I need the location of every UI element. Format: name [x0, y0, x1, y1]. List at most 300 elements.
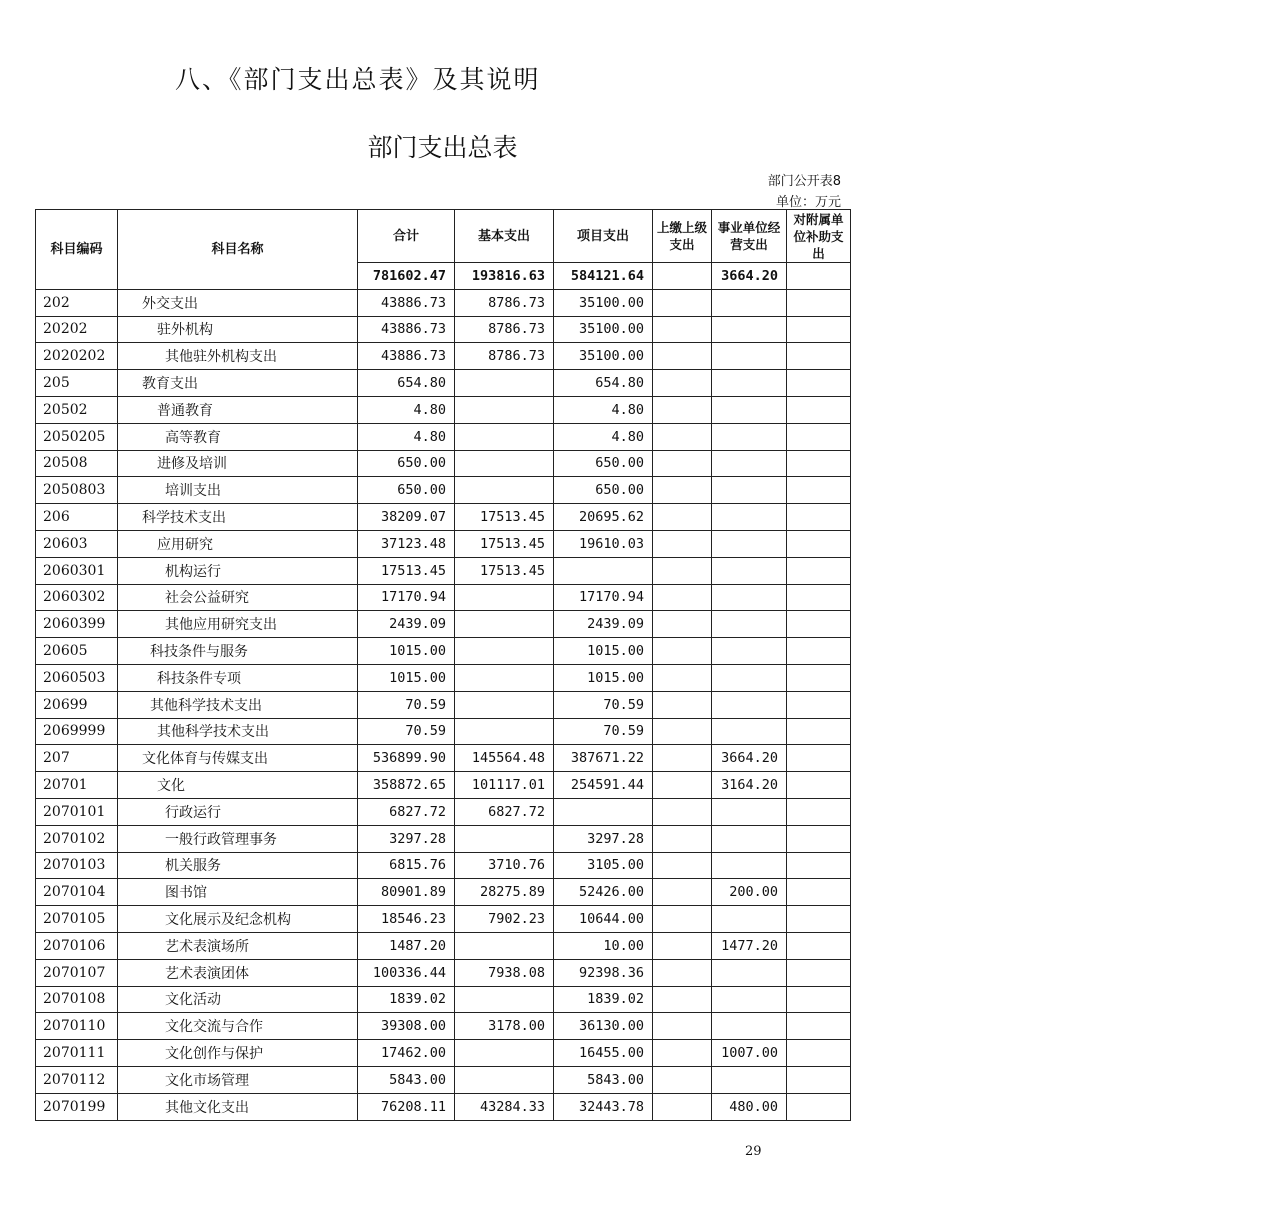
row-project: 650.00 [554, 477, 653, 504]
row-basic [455, 611, 554, 638]
row-code: 207 [36, 745, 118, 772]
row-basic: 3710.76 [455, 852, 554, 879]
row-code: 202 [36, 289, 118, 316]
table-row [36, 1093, 851, 1120]
row-subsidy [787, 879, 851, 906]
row-basic: 6827.72 [455, 798, 554, 825]
row-code: 2070111 [36, 1040, 118, 1067]
row-total: 43886.73 [358, 343, 455, 370]
table-row [36, 477, 851, 504]
row-upper [653, 396, 712, 423]
row-basic [455, 370, 554, 397]
row-subsidy [787, 691, 851, 718]
row-basic: 8786.73 [455, 343, 554, 370]
row-basic [455, 450, 554, 477]
row-business: 3164.20 [712, 772, 787, 799]
row-project: 3105.00 [554, 852, 653, 879]
row-basic [455, 584, 554, 611]
row-total: 6827.72 [358, 798, 455, 825]
row-code: 20202 [36, 316, 118, 343]
row-upper [653, 798, 712, 825]
row-project [554, 557, 653, 584]
table-row [36, 959, 851, 986]
row-subsidy [787, 959, 851, 986]
row-business [712, 638, 787, 665]
table-row [36, 584, 851, 611]
row-total: 4.80 [358, 423, 455, 450]
row-upper [653, 530, 712, 557]
row-project: 387671.22 [554, 745, 653, 772]
header-upper: 上缴上级支出 [653, 210, 712, 263]
row-upper [653, 932, 712, 959]
table-row [36, 316, 851, 343]
row-business [712, 611, 787, 638]
row-code: 206 [36, 504, 118, 531]
row-business [712, 584, 787, 611]
row-project: 70.59 [554, 691, 653, 718]
row-name: 其他文化支出 [118, 1093, 358, 1120]
table-row [36, 450, 851, 477]
row-project: 1015.00 [554, 664, 653, 691]
row-code: 2070104 [36, 879, 118, 906]
row-name: 行政运行 [118, 798, 358, 825]
row-subsidy [787, 852, 851, 879]
row-upper [653, 852, 712, 879]
row-project: 17170.94 [554, 584, 653, 611]
row-basic: 8786.73 [455, 289, 554, 316]
row-total: 5843.00 [358, 1066, 455, 1093]
row-project: 35100.00 [554, 289, 653, 316]
row-code: 2070105 [36, 906, 118, 933]
row-upper [653, 1040, 712, 1067]
row-upper [653, 370, 712, 397]
table-row [36, 289, 851, 316]
row-name: 文化市场管理 [118, 1066, 358, 1093]
row-total: 650.00 [358, 477, 455, 504]
row-project: 35100.00 [554, 343, 653, 370]
row-basic: 17513.45 [455, 530, 554, 557]
row-code: 2070103 [36, 852, 118, 879]
row-total: 650.00 [358, 450, 455, 477]
row-subsidy [787, 825, 851, 852]
row-total: 17170.94 [358, 584, 455, 611]
row-business: 1007.00 [712, 1040, 787, 1067]
row-total: 3297.28 [358, 825, 455, 852]
expenditure-table [35, 209, 851, 1121]
row-basic [455, 638, 554, 665]
row-basic: 17513.45 [455, 504, 554, 531]
row-project: 19610.03 [554, 530, 653, 557]
row-project: 52426.00 [554, 879, 653, 906]
row-subsidy [787, 906, 851, 933]
row-subsidy [787, 477, 851, 504]
row-upper [653, 664, 712, 691]
row-code: 20701 [36, 772, 118, 799]
table-row [36, 772, 851, 799]
row-name: 其他科学技术支出 [118, 691, 358, 718]
row-project: 92398.36 [554, 959, 653, 986]
row-business [712, 691, 787, 718]
row-business [712, 906, 787, 933]
total-basic: 193816.63 [455, 263, 554, 290]
row-name: 其他科学技术支出 [118, 718, 358, 745]
row-subsidy [787, 504, 851, 531]
row-upper [653, 1013, 712, 1040]
row-total: 80901.89 [358, 879, 455, 906]
row-subsidy [787, 370, 851, 397]
row-upper [653, 477, 712, 504]
row-total: 17462.00 [358, 1040, 455, 1067]
row-total: 1839.02 [358, 986, 455, 1013]
row-upper [653, 638, 712, 665]
table-row [36, 691, 851, 718]
row-total: 39308.00 [358, 1013, 455, 1040]
total-sum: 781602.47 [358, 263, 455, 290]
row-upper [653, 986, 712, 1013]
row-basic [455, 477, 554, 504]
row-name: 文化展示及纪念机构 [118, 906, 358, 933]
row-basic: 101117.01 [455, 772, 554, 799]
row-subsidy [787, 798, 851, 825]
row-name: 文化交流与合作 [118, 1013, 358, 1040]
row-upper [653, 718, 712, 745]
row-upper [653, 825, 712, 852]
row-code: 2050803 [36, 477, 118, 504]
row-project: 1839.02 [554, 986, 653, 1013]
table-row [36, 825, 851, 852]
row-subsidy [787, 557, 851, 584]
row-code: 2070107 [36, 959, 118, 986]
row-name: 外交支出 [118, 289, 358, 316]
row-business [712, 370, 787, 397]
row-project: 10.00 [554, 932, 653, 959]
table-row [36, 879, 851, 906]
row-name: 文化活动 [118, 986, 358, 1013]
row-project: 654.80 [554, 370, 653, 397]
row-basic: 43284.33 [455, 1093, 554, 1120]
table-body [36, 289, 851, 1120]
table-row [36, 1040, 851, 1067]
table-row [36, 1066, 851, 1093]
row-total: 4.80 [358, 396, 455, 423]
row-code: 2069999 [36, 718, 118, 745]
table-row [36, 1013, 851, 1040]
row-basic: 28275.89 [455, 879, 554, 906]
row-name: 社会公益研究 [118, 584, 358, 611]
row-basic [455, 825, 554, 852]
table-row [36, 718, 851, 745]
row-upper [653, 423, 712, 450]
form-code: 部门公开表8 [767, 174, 841, 189]
row-name: 进修及培训 [118, 450, 358, 477]
row-basic [455, 423, 554, 450]
row-business [712, 852, 787, 879]
table-row [36, 504, 851, 531]
header-total: 合计 [358, 210, 455, 263]
row-code: 20603 [36, 530, 118, 557]
header-business: 事业单位经营支出 [712, 210, 787, 263]
table-title: 部门支出总表 [367, 133, 518, 162]
row-project: 4.80 [554, 396, 653, 423]
row-business [712, 343, 787, 370]
row-business [712, 423, 787, 450]
row-code: 20605 [36, 638, 118, 665]
row-code: 20502 [36, 396, 118, 423]
row-subsidy [787, 289, 851, 316]
row-upper [653, 745, 712, 772]
page-number: 29 [745, 1144, 762, 1159]
row-subsidy [787, 932, 851, 959]
row-name: 艺术表演团体 [118, 959, 358, 986]
row-basic [455, 718, 554, 745]
row-name: 艺术表演场所 [118, 932, 358, 959]
row-name: 培训支出 [118, 477, 358, 504]
row-subsidy [787, 638, 851, 665]
row-basic: 7902.23 [455, 906, 554, 933]
row-total: 37123.48 [358, 530, 455, 557]
table-row [36, 932, 851, 959]
row-subsidy [787, 986, 851, 1013]
row-total: 1015.00 [358, 664, 455, 691]
row-total: 1487.20 [358, 932, 455, 959]
table-row [36, 396, 851, 423]
row-project: 650.00 [554, 450, 653, 477]
row-subsidy [787, 396, 851, 423]
row-business [712, 718, 787, 745]
row-total: 358872.65 [358, 772, 455, 799]
row-total: 100336.44 [358, 959, 455, 986]
row-project: 20695.62 [554, 504, 653, 531]
row-business [712, 557, 787, 584]
row-name: 其他应用研究支出 [118, 611, 358, 638]
row-code: 2070112 [36, 1066, 118, 1093]
row-name: 一般行政管理事务 [118, 825, 358, 852]
row-business [712, 504, 787, 531]
row-total: 2439.09 [358, 611, 455, 638]
row-code: 2070106 [36, 932, 118, 959]
row-code: 2070101 [36, 798, 118, 825]
row-name: 普通教育 [118, 396, 358, 423]
row-basic: 7938.08 [455, 959, 554, 986]
row-subsidy [787, 530, 851, 557]
row-project: 16455.00 [554, 1040, 653, 1067]
row-basic [455, 986, 554, 1013]
row-project [554, 798, 653, 825]
row-code: 2060503 [36, 664, 118, 691]
row-upper [653, 906, 712, 933]
row-upper [653, 879, 712, 906]
row-basic [455, 396, 554, 423]
total-project: 584121.64 [554, 263, 653, 290]
table-row [36, 343, 851, 370]
row-total: 70.59 [358, 718, 455, 745]
row-total: 43886.73 [358, 316, 455, 343]
row-project: 32443.78 [554, 1093, 653, 1120]
total-subsidy [787, 263, 851, 290]
row-code: 2060302 [36, 584, 118, 611]
row-subsidy [787, 611, 851, 638]
row-name: 应用研究 [118, 530, 358, 557]
row-upper [653, 584, 712, 611]
row-name: 科技条件专项 [118, 664, 358, 691]
row-project: 70.59 [554, 718, 653, 745]
row-total: 536899.90 [358, 745, 455, 772]
row-project: 35100.00 [554, 316, 653, 343]
table-row [36, 530, 851, 557]
row-basic [455, 1066, 554, 1093]
row-name: 教育支出 [118, 370, 358, 397]
row-business [712, 477, 787, 504]
row-business [712, 530, 787, 557]
row-business [712, 959, 787, 986]
row-business [712, 798, 787, 825]
row-business: 200.00 [712, 879, 787, 906]
row-upper [653, 289, 712, 316]
row-basic [455, 691, 554, 718]
unit-label: 单位：万元 [775, 195, 841, 210]
row-basic [455, 932, 554, 959]
row-upper [653, 772, 712, 799]
table-row [36, 745, 851, 772]
row-project: 254591.44 [554, 772, 653, 799]
row-upper [653, 1093, 712, 1120]
row-subsidy [787, 343, 851, 370]
table-row [36, 370, 851, 397]
section-heading: 八、《部门支出总表》及其说明 [175, 65, 541, 94]
row-subsidy [787, 450, 851, 477]
row-total: 18546.23 [358, 906, 455, 933]
table-row [36, 986, 851, 1013]
row-business: 1477.20 [712, 932, 787, 959]
row-name: 科学技术支出 [118, 504, 358, 531]
table-row [36, 557, 851, 584]
row-subsidy [787, 718, 851, 745]
row-business [712, 664, 787, 691]
row-basic [455, 664, 554, 691]
row-name: 文化 [118, 772, 358, 799]
row-code: 2070102 [36, 825, 118, 852]
row-basic: 145564.48 [455, 745, 554, 772]
row-total: 17513.45 [358, 557, 455, 584]
table-row [36, 664, 851, 691]
row-code: 2060301 [36, 557, 118, 584]
total-business: 3664.20 [712, 263, 787, 290]
row-business [712, 1013, 787, 1040]
row-upper [653, 959, 712, 986]
row-business [712, 396, 787, 423]
row-subsidy [787, 423, 851, 450]
row-project: 1015.00 [554, 638, 653, 665]
row-basic: 3178.00 [455, 1013, 554, 1040]
row-total: 6815.76 [358, 852, 455, 879]
row-code: 2070108 [36, 986, 118, 1013]
row-business [712, 316, 787, 343]
header-project: 项目支出 [554, 210, 653, 263]
row-subsidy [787, 1013, 851, 1040]
row-upper [653, 450, 712, 477]
row-subsidy [787, 772, 851, 799]
table-row [36, 611, 851, 638]
row-total: 43886.73 [358, 289, 455, 316]
row-total: 70.59 [358, 691, 455, 718]
row-name: 机关服务 [118, 852, 358, 879]
row-subsidy [787, 745, 851, 772]
row-project: 5843.00 [554, 1066, 653, 1093]
row-upper [653, 1066, 712, 1093]
row-business: 3664.20 [712, 745, 787, 772]
row-name: 其他驻外机构支出 [118, 343, 358, 370]
row-upper [653, 611, 712, 638]
row-subsidy [787, 1093, 851, 1120]
row-project: 10644.00 [554, 906, 653, 933]
row-name: 高等教育 [118, 423, 358, 450]
row-name: 文化体育与传媒支出 [118, 745, 358, 772]
row-name: 机构运行 [118, 557, 358, 584]
row-basic: 8786.73 [455, 316, 554, 343]
row-code: 2070110 [36, 1013, 118, 1040]
row-code: 205 [36, 370, 118, 397]
table-row [36, 906, 851, 933]
row-subsidy [787, 1066, 851, 1093]
row-name: 文化创作与保护 [118, 1040, 358, 1067]
row-business: 480.00 [712, 1093, 787, 1120]
table-row [36, 638, 851, 665]
row-upper [653, 343, 712, 370]
row-project: 4.80 [554, 423, 653, 450]
row-upper [653, 557, 712, 584]
row-business [712, 1066, 787, 1093]
table-row [36, 852, 851, 879]
row-subsidy [787, 1040, 851, 1067]
row-total: 654.80 [358, 370, 455, 397]
row-code: 2070199 [36, 1093, 118, 1120]
row-upper [653, 691, 712, 718]
row-name: 驻外机构 [118, 316, 358, 343]
row-subsidy [787, 316, 851, 343]
row-total: 76208.11 [358, 1093, 455, 1120]
header-subsidy: 对附属单位补助支出 [787, 210, 851, 263]
row-name: 科技条件与服务 [118, 638, 358, 665]
row-total: 38209.07 [358, 504, 455, 531]
row-name: 图书馆 [118, 879, 358, 906]
row-upper [653, 316, 712, 343]
row-upper [653, 504, 712, 531]
row-business [712, 450, 787, 477]
header-code: 科目编码 [36, 210, 118, 290]
row-total: 1015.00 [358, 638, 455, 665]
row-subsidy [787, 664, 851, 691]
table-row [36, 798, 851, 825]
row-business [712, 986, 787, 1013]
row-code: 2050205 [36, 423, 118, 450]
row-project: 36130.00 [554, 1013, 653, 1040]
row-code: 20699 [36, 691, 118, 718]
row-code: 2060399 [36, 611, 118, 638]
total-upper [653, 263, 712, 290]
header-basic: 基本支出 [455, 210, 554, 263]
row-code: 2020202 [36, 343, 118, 370]
row-project: 2439.09 [554, 611, 653, 638]
header-name: 科目名称 [118, 210, 358, 290]
row-business [712, 825, 787, 852]
row-subsidy [787, 584, 851, 611]
row-code: 20508 [36, 450, 118, 477]
row-business [712, 289, 787, 316]
row-basic: 17513.45 [455, 557, 554, 584]
row-project: 3297.28 [554, 825, 653, 852]
table-row [36, 423, 851, 450]
row-basic [455, 1040, 554, 1067]
